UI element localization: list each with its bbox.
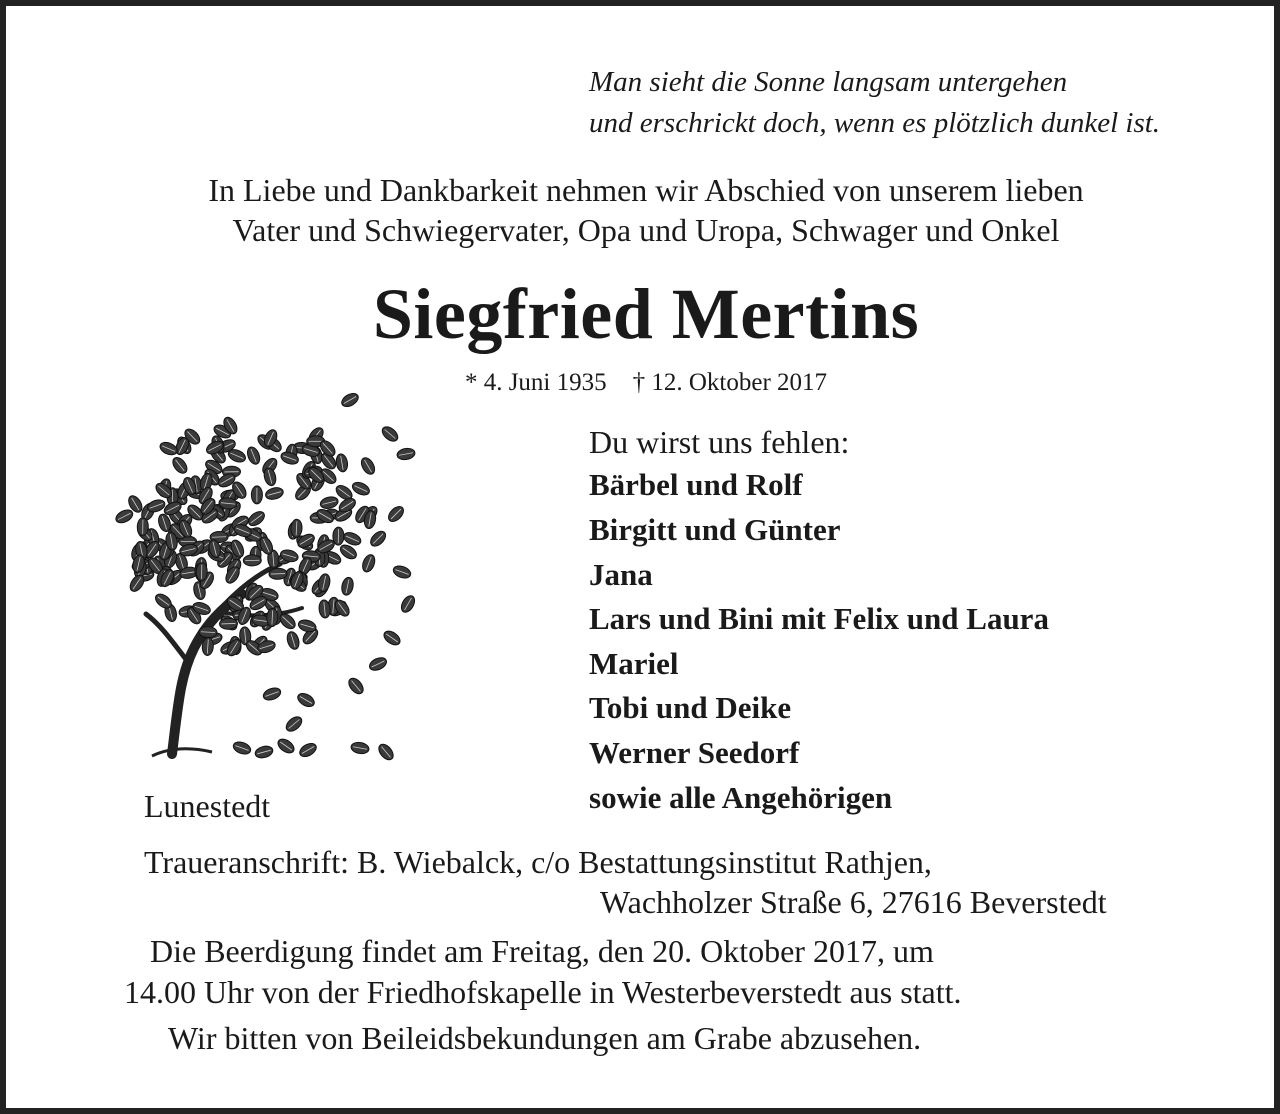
mourner-name: Bärbel und Rolf [589,467,803,502]
mourner-name: Mariel [589,646,679,681]
quote-line-2: und erschrickt doch, wenn es plötzlich dunkel ist. [589,107,1161,139]
funeral-line-3: Wir bitten von Beileidsbekundungen am Grabe abzusehen. [168,1020,922,1056]
wind-blown-tree-icon [102,386,422,766]
funeral-line-1: Die Beerdigung findet am Freitag, den 20. Oktober 2017, um [150,933,934,969]
mourner-name: Birgitt und Günter [589,512,841,547]
death-date: † 12. Oktober 2017 [632,369,828,396]
birth-date: * 4. Juni 1935 [464,369,607,396]
address-line-2: Wachholzer Straße 6, 27616 Beverstedt [600,884,1107,920]
mourners-heading: Du wirst uns fehlen: [589,424,850,460]
quote-line-1: Man sieht die Sonne langsam untergehen [589,66,1068,98]
address-line-1: Traueranschrift: B. Wiebalck, c/o Bestattungsinstitut Rathjen, [144,844,932,880]
place-name: Lunestedt [144,788,271,824]
funeral-line-2: 14.00 Uhr von der Friedhofskapelle in Westerbeverstedt aus statt. [124,974,962,1010]
mourner-name: sowie alle Angehörigen [589,780,893,815]
deceased-name: Siegfried Mertins [372,274,920,354]
intro-line-2: Vater und Schwiegervater, Opa und Uropa, Schwager und Onkel [232,212,1060,248]
mourner-name: Werner Seedorf [589,735,800,770]
mourner-name: Lars und Bini mit Felix und Laura [589,601,1049,636]
mourner-name: Tobi und Deike [589,690,792,725]
intro-line-1: In Liebe und Dankbarkeit nehmen wir Abschied von unserem lieben [208,172,1084,208]
mourner-name: Jana [589,557,653,592]
